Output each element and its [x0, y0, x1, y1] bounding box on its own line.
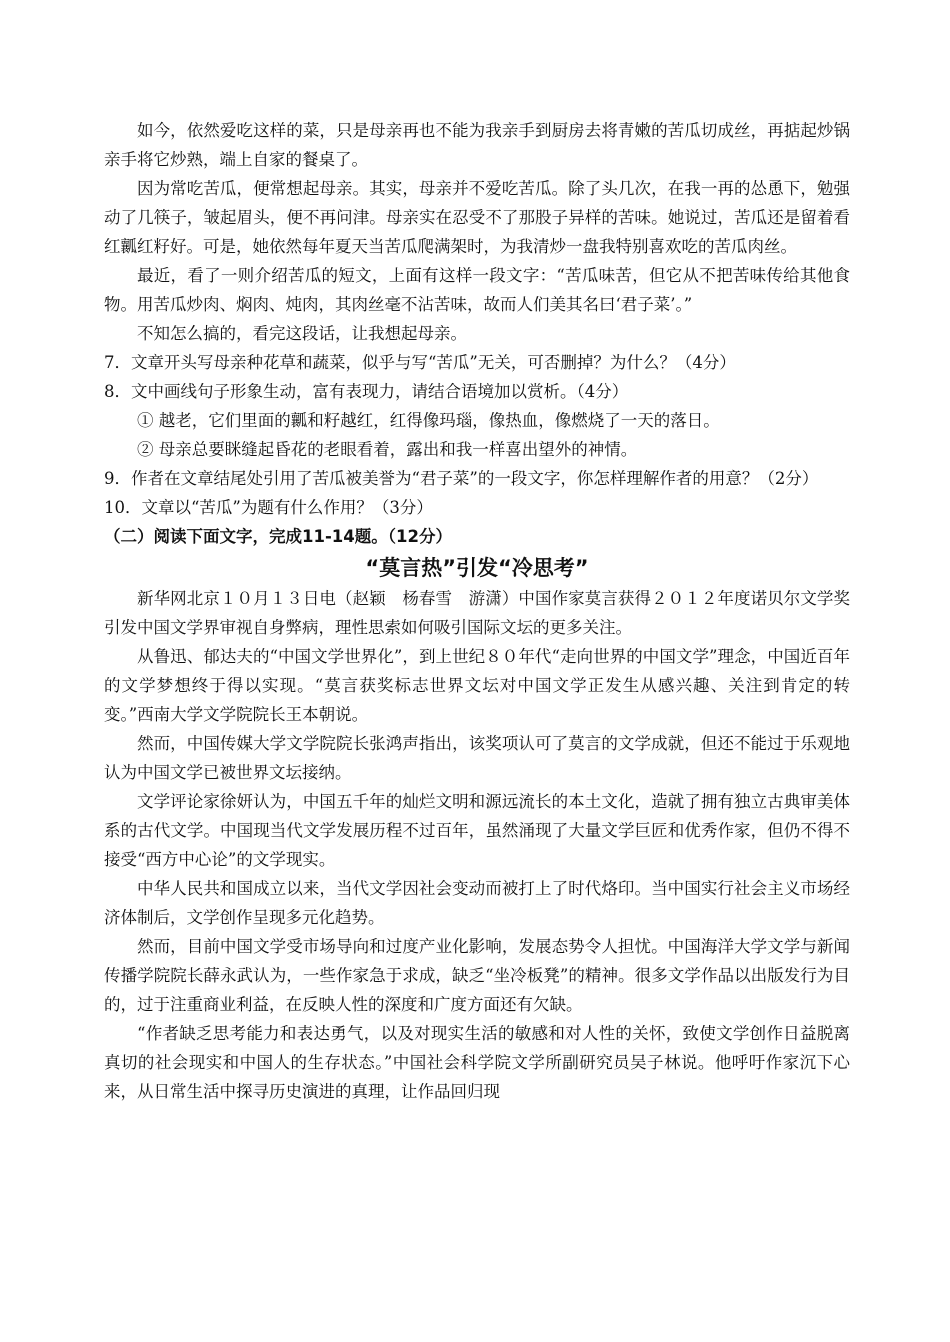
- question-7: 7．文章开头写母亲种花草和蔬菜，似乎与写“苦瓜”无关，可否删掉？为什么？（4分）: [104, 353, 736, 372]
- article-paragraph: “作者缺乏思考能力和表达勇气，以及对现实生活的敏感和对人性的关怀，致使文学创作日益脱离真切的社会现实和中国人的生存状态。”中国社会科学院文学所副研究员吴子林说。他呼吁作家沉下心来，从日常生活中探寻历史演进的真理，让作品回归现: [104, 1024, 850, 1101]
- section-heading: （二）阅读下面文字，完成11-14题。（12分）: [104, 527, 452, 546]
- article-paragraph: 文学评论家徐妍认为，中国五千年的灿烂文明和源远流长的本土文化，造就了拥有独立古典审美体系的古代文学。中国现当代文学发展历程不过百年，虽然涌现了大量文学巨匠和优秀作家，但仍不得不接受“西方中心论”的文学现实。: [104, 792, 850, 869]
- story-paragraph: 因为常吃苦瓜，便常想起母亲。其实，母亲并不爱吃苦瓜。除了头几次，在我一再的怂恿下，勉强动了几筷子，皱起眉头，便不再问津。母亲实在忍受不了那股子异样的苦味。她说过，苦瓜还是留着看红瓤红籽好。可是，她依然每年夏天当苦瓜爬满架时，为我清炒一盘我特别喜欢吃的苦瓜肉丝。: [104, 179, 850, 256]
- question-9: 9．作者在文章结尾处引用了苦瓜被美誉为“君子菜”的一段文字，你怎样理解作者的用意？（2分）: [104, 469, 819, 488]
- article-paragraph: 中华人民共和国成立以来，当代文学因社会变动而被打上了时代烙印。当中国实行社会主义市场经济体制后，文学创作呈现多元化趋势。: [104, 879, 850, 927]
- story-paragraph: 最近，看了一则介绍苦瓜的短文，上面有这样一段文字：“苦瓜味苦，但它从不把苦味传给其他食物。用苦瓜炒肉、焖肉、炖肉，其肉丝毫不沾苦味，故而人们美其名曰‘君子菜’。”: [104, 266, 850, 314]
- article-title: “莫言热”引发“冷思考”: [365, 556, 589, 580]
- article-paragraph: 从鲁迅、郁达夫的“中国文学世界化”，到上世纪８０年代“走向世界的中国文学”理念，中国近百年的文学梦想终于得以实现。“莫言获奖标志世界文坛对中国文学正发生从感兴趣、关注到肯定的转变。”西南大学文学院院长王本朝说。: [104, 647, 850, 724]
- story-paragraph: 如今，依然爱吃这样的菜，只是母亲再也不能为我亲手到厨房去将青嫩的苦瓜切成丝，再掂起炒锅亲手将它炒熟，端上自家的餐桌了。: [104, 121, 850, 169]
- question-8: 8．文中画线句子形象生动，富有表现力，请结合语境加以赏析。（4分）: [104, 382, 629, 401]
- story-paragraph: 不知怎么搞的，看完这段话，让我想起母亲。: [137, 324, 467, 343]
- article-paragraph: 新华网北京１０月１３日电（赵颖 杨春雪 游潇）中国作家莫言获得２０１２年度诺贝尔文学奖引发中国文学界审视自身弊病，理性思索如何吸引国际文坛的更多关注。: [104, 589, 850, 637]
- article-paragraph: 然而，中国传媒大学文学院院长张鸿声指出，该奖项认可了莫言的文学成就，但还不能过于乐观地认为中国文学已被世界文坛接纳。: [104, 734, 850, 782]
- question-8-sentence-1: ① 越老，它们里面的瓤和籽越红，红得像玛瑙，像热血，像燃烧了一天的落日。: [137, 411, 720, 430]
- question-10: 10．文章以“苦瓜”为题有什么作用？（3分）: [104, 498, 433, 517]
- question-8-sentence-2: ② 母亲总要眯缝起昏花的老眼看着，露出和我一样喜出望外的神情。: [137, 440, 638, 459]
- exam-page: [104, 116, 850, 1106]
- article-paragraph: 然而，目前中国文学受市场导向和过度产业化影响，发展态势令人担忧。中国海洋大学文学与新闻传播学院院长薛永武认为，一些作家急于求成，缺乏“坐冷板凳”的精神。很多文学作品以出版发行为目的，过于注重商业利益，在反映人性的深度和广度方面还有欠缺。: [104, 937, 850, 1014]
